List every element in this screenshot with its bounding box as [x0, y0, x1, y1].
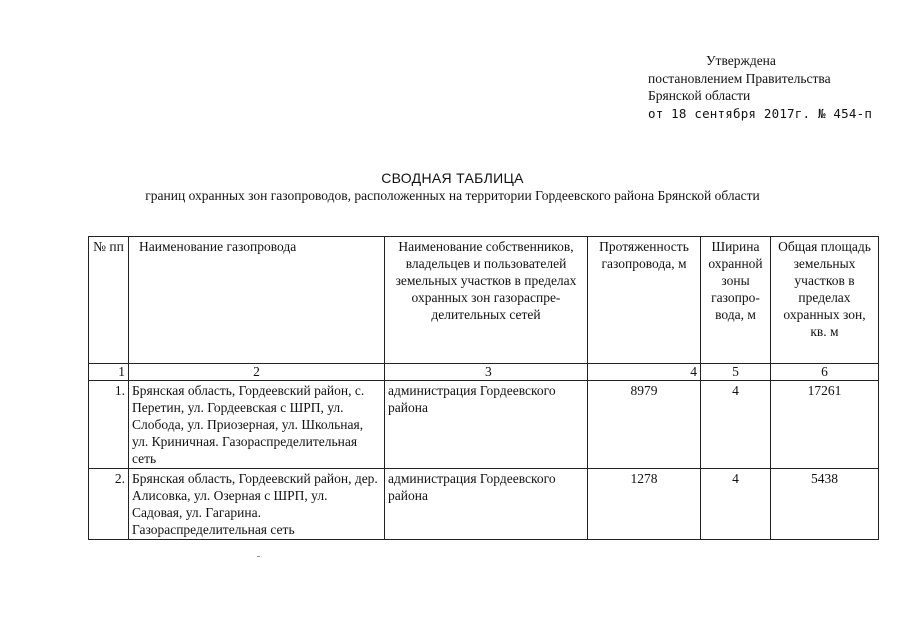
- column-number: 2: [129, 364, 385, 381]
- pipeline-name: Брянская область, Гордеевский район, дер. Алисовка, ул. Озерная с ШРП, ул. Садовая, ул. Гагарина. Газораспределительная сеть: [129, 469, 385, 540]
- header-cell-owners: Наименование собственников, владельцев и пользователей земельных участков в пределах охранных зон газораспре-делительных сетей: [385, 237, 588, 364]
- zone-area: 17261: [771, 381, 879, 469]
- header-cell-width: Ширина охранной зоны газопро-вода, м: [701, 237, 771, 364]
- scan-speck: [257, 556, 260, 557]
- header-cell-pipeline: Наименование газопровода: [129, 237, 385, 364]
- table-row: [89, 381, 879, 469]
- approval-line: постановлением Правительства: [648, 70, 831, 86]
- header-cell-length: Протяженность газопровода, м: [588, 237, 701, 364]
- pipeline-length: 1278: [588, 469, 701, 540]
- pipeline-name: Брянская область, Гордеевский район, с. Перетин, ул. Гордеевская с ШРП, ул. Слобода, ул. Приозерная, ул. Школьная, ул. Криничная. Газораспределительная сеть: [129, 381, 385, 469]
- approval-line: Утверждена: [706, 53, 776, 68]
- summary-table: [88, 236, 879, 540]
- column-number: 3: [385, 364, 588, 381]
- header-cell-area: Общая площадь земельных участков в пределах охранных зон, кв. м: [771, 237, 879, 364]
- column-number: 5: [701, 364, 771, 381]
- approval-stamp: [648, 52, 872, 122]
- row-number: 1.: [89, 381, 129, 469]
- table-row: [89, 469, 879, 540]
- owner-name: администрация Гордеевского района: [385, 469, 588, 540]
- zone-width: 4: [701, 469, 771, 540]
- pipeline-length: 8979: [588, 381, 701, 469]
- column-number: 4: [588, 364, 701, 381]
- column-number-row: [89, 364, 879, 381]
- approval-line: Брянской области: [648, 88, 751, 103]
- owner-name: администрация Гордеевского района: [385, 381, 588, 469]
- zone-width: 4: [701, 381, 771, 469]
- document-title: СВОДНАЯ ТАБЛИЦА: [381, 170, 524, 186]
- document-subtitle: границ охранных зон газопроводов, расположенных на территории Гордеевского района Брянской области: [145, 188, 760, 203]
- row-number: 2.: [89, 469, 129, 540]
- approval-date: от 18 сентября 2017г. № 454-п: [648, 105, 873, 121]
- column-number: 6: [771, 364, 879, 381]
- table-header-row: [89, 237, 879, 364]
- header-cell-num: № пп: [89, 237, 129, 364]
- column-number: 1: [89, 364, 129, 381]
- zone-area: 5438: [771, 469, 879, 540]
